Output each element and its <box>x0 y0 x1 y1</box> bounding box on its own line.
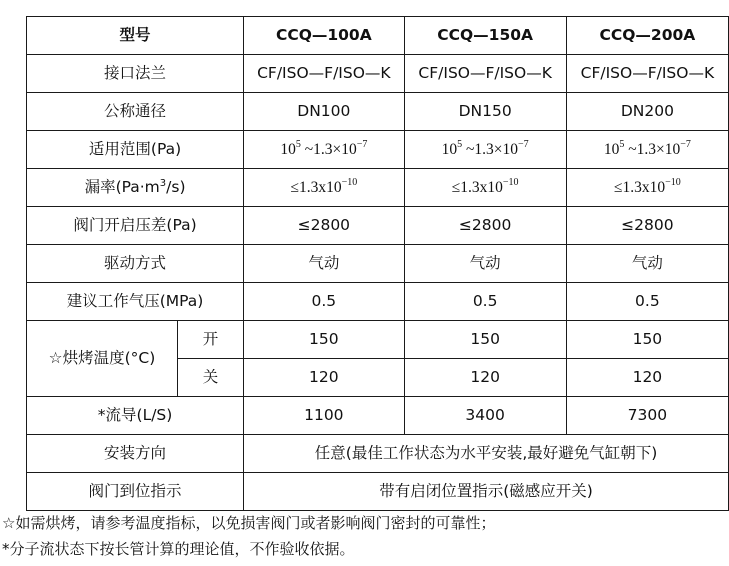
leak-value: $\le 1.3x10^{-10}$ <box>244 169 404 207</box>
drive-row <box>27 245 729 283</box>
drive-label: 驱动方式 <box>27 245 244 283</box>
bore-row <box>27 93 729 131</box>
bore-value: DN150 <box>404 93 566 131</box>
air-pressure-value: 0.5 <box>244 283 404 321</box>
footnote-conductance: *分子流状态下按长管计算的理论值，不作验收依据。 <box>2 540 355 558</box>
header-row <box>27 17 729 55</box>
range-value: $10^5$ $\sim 1.3\times 10^{-7}$ <box>244 131 404 169</box>
conductance-value: 1100 <box>244 397 404 435</box>
range-label: 适用范围(Pa) <box>27 131 244 169</box>
bake-open-value: 150 <box>244 321 404 359</box>
bake-label: ☆烘烤温度(°C) <box>27 321 178 397</box>
bore-value: DN100 <box>244 93 404 131</box>
flange-value: CF/ISO—F/ISO—K <box>404 55 566 93</box>
bore-label: 公称通径 <box>27 93 244 131</box>
conductance-row <box>27 397 729 435</box>
pressure-diff-label: 阀门开启压差(Pa) <box>27 207 244 245</box>
range-value: $10^5$ $\sim 1.3\times 10^{-7}$ <box>404 131 566 169</box>
indicator-label: 阀门到位指示 <box>27 473 244 511</box>
model-100a: CCQ—100A <box>244 17 404 55</box>
drive-value: 气动 <box>404 245 566 283</box>
bake-open-row <box>27 321 729 359</box>
conductance-value: 7300 <box>566 397 728 435</box>
indicator-value: 带有启闭位置指示(磁感应开关) <box>244 473 729 511</box>
bake-open-value: 150 <box>404 321 566 359</box>
flange-label: 接口法兰 <box>27 55 244 93</box>
bake-close-value: 120 <box>404 359 566 397</box>
pressure-diff-value: ≤2800 <box>404 207 566 245</box>
leak-label: 漏率$(Pa\cdot m^3/s)$ <box>27 169 244 207</box>
flange-row <box>27 55 729 93</box>
leak-value: $\le 1.3x10^{-10}$ <box>404 169 566 207</box>
drive-value: 气动 <box>244 245 404 283</box>
install-label: 安装方向 <box>27 435 244 473</box>
header-label: 型号 <box>27 17 244 55</box>
footnotes <box>2 510 495 562</box>
air-pressure-label: 建议工作气压(MPa) <box>27 283 244 321</box>
air-pressure-value: 0.5 <box>566 283 728 321</box>
bore-value: DN200 <box>566 93 728 131</box>
spec-table <box>26 16 729 511</box>
conductance-value: 3400 <box>404 397 566 435</box>
air-pressure-value: 0.5 <box>404 283 566 321</box>
range-value: $10^5$ $\sim 1.3\times 10^{-7}$ <box>566 131 728 169</box>
model-200a: CCQ—200A <box>566 17 728 55</box>
footnote-bake: ☆如需烘烤，请参考温度指标，以免损害阀门或者影响阀门密封的可靠性； <box>2 514 496 532</box>
bake-open-value: 150 <box>566 321 728 359</box>
pressure-diff-value: ≤2800 <box>566 207 728 245</box>
range-row <box>27 131 729 169</box>
indicator-row <box>27 473 729 511</box>
bake-close-label: 关 <box>177 359 243 397</box>
model-150a: CCQ—150A <box>404 17 566 55</box>
bake-close-value: 120 <box>244 359 404 397</box>
pressure-diff-row <box>27 207 729 245</box>
drive-value: 气动 <box>566 245 728 283</box>
flange-value: CF/ISO—F/ISO—K <box>244 55 404 93</box>
bake-close-value: 120 <box>566 359 728 397</box>
bake-open-label: 开 <box>177 321 243 359</box>
air-pressure-row <box>27 283 729 321</box>
conductance-label: *流导(L/S) <box>27 397 244 435</box>
flange-value: CF/ISO—F/ISO—K <box>566 55 728 93</box>
pressure-diff-value: ≤2800 <box>244 207 404 245</box>
leak-value: $\le 1.3x10^{-10}$ <box>566 169 728 207</box>
leak-row <box>27 169 729 207</box>
install-value: 任意(最佳工作状态为水平安装,最好避免气缸朝下) <box>244 435 729 473</box>
install-row <box>27 435 729 473</box>
